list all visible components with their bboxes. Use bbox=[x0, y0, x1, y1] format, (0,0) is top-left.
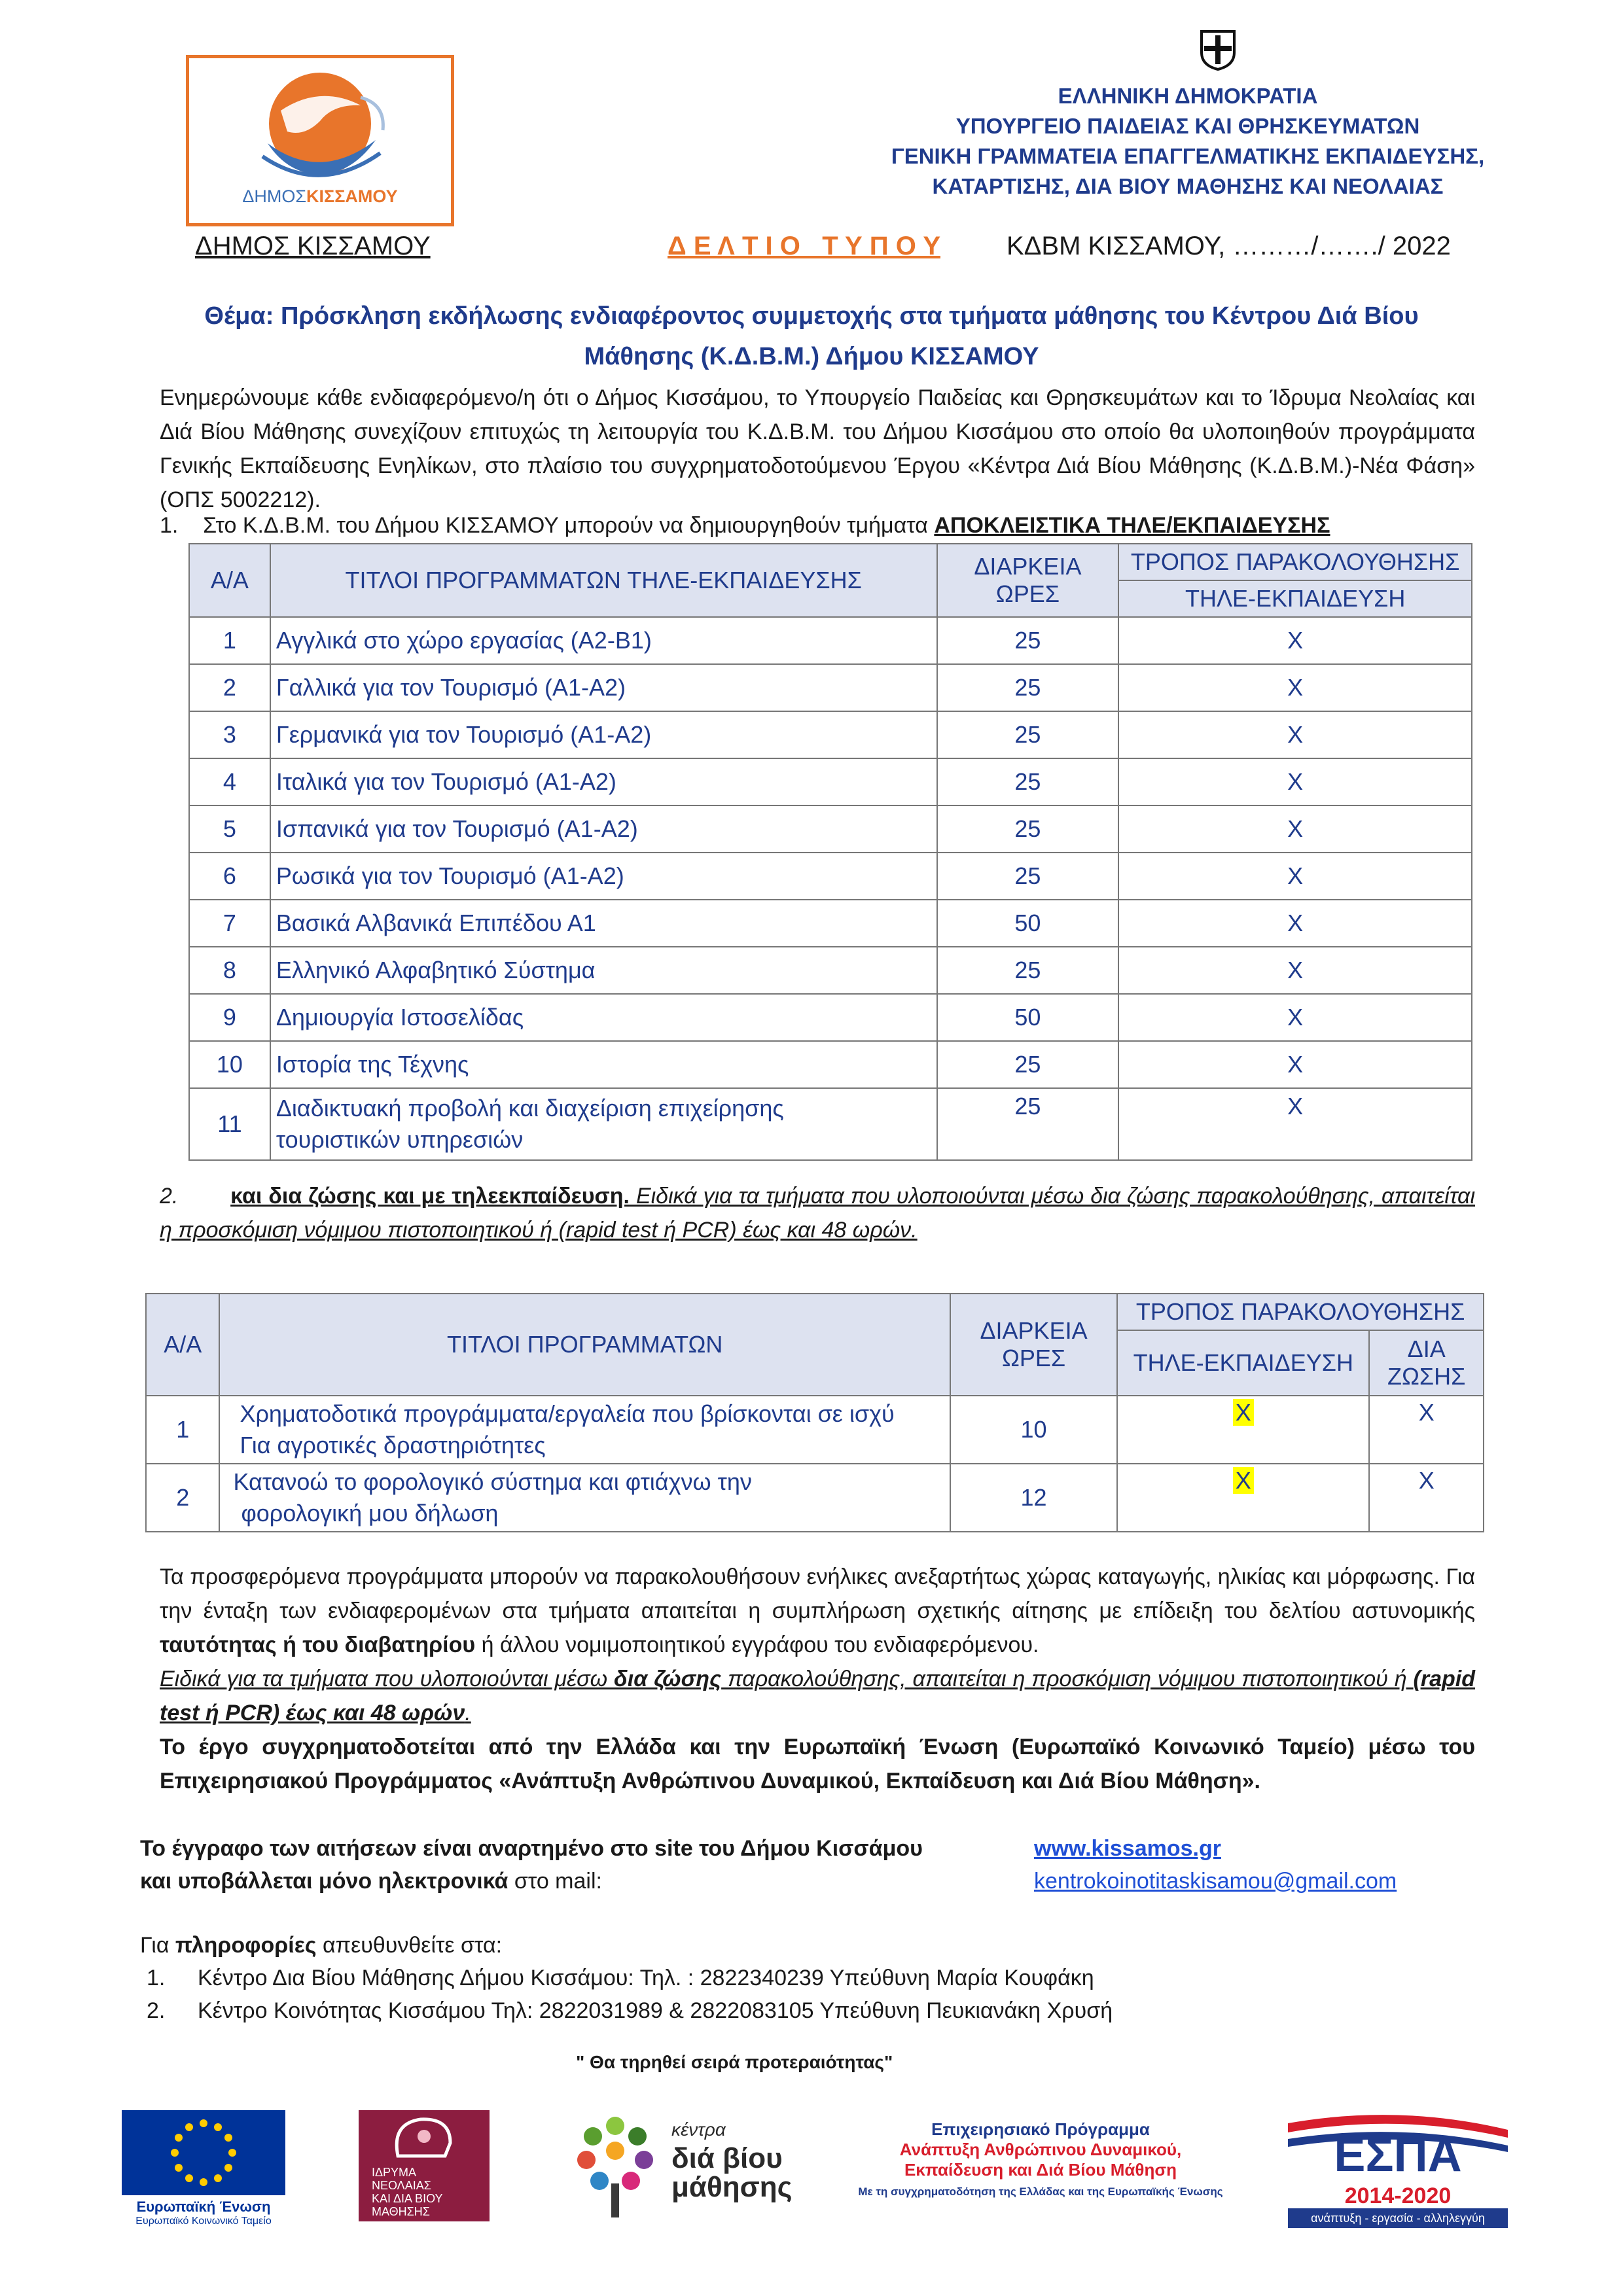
inedivim-line: ΜΑΘΗΣΗΣ bbox=[372, 2205, 430, 2218]
col-title: ΤΙΤΛΟΙ ΠΡΟΓΡΑΜΜΑΤΩΝ bbox=[219, 1294, 950, 1396]
logo-text-b: ΚΙΣΣΑΜΟΥ bbox=[306, 186, 398, 206]
applications-line-1: Το έγγραφο των αιτήσεων είναι αναρτημένο στο site του Δήμου Κισσάμου bbox=[140, 1836, 923, 1861]
press-release-title: Δ Ε Λ Τ Ι Ο Τ Υ Π Ο Υ bbox=[668, 232, 940, 260]
row-number: 5 bbox=[189, 805, 270, 853]
point-1-text: Στο Κ.Δ.Β.Μ. του Δήμου ΚΙΣΣΑΜΟΥ μπορούν να δημιουργηθούν τμήματα bbox=[203, 513, 935, 538]
row-title: Ιστορία της Τέχνης bbox=[270, 1041, 937, 1088]
col-mode-live-line-2: ΖΩΣΗΣ bbox=[1387, 1363, 1466, 1390]
row-hours: 50 bbox=[937, 994, 1119, 1041]
applications-info bbox=[140, 1832, 923, 1898]
point-1-number: 1. bbox=[160, 513, 179, 538]
intro-paragraph: Ενημερώνουμε κάθε ενδιαφερόμενο/η ότι ο Δήμος Κισσάμου, το Υπουργείο Παιδείας και Θρησκευμάτων και το Ίδρυμα Νεολαίας και Διά Βίου Μάθησης συνεχίζουν επιτυχώς τη λειτουργία του Κ.Δ.Β.Μ. του Δήμου Κισσάμου στο οποίο θα υλοποιηθούν προγράμματα Γενικής Εκπαίδευσης Ενηλίκων, στο πλαίσιο του συγχρηματοδοτούμενου Έργου «Κέντρα Διά Βίου Μάθησης (Κ.Δ.Β.Μ.)-Νέα Φάση» (ΟΠΣ 5002212). bbox=[160, 385, 1475, 512]
row-tele-mark: Χ bbox=[1118, 853, 1472, 900]
tele-education-table bbox=[188, 543, 1472, 1161]
point-1-emphasis: ΑΠΟΚΛΕΙΣΤΙΚΑ ΤΗΛΕ/ΕΚΠΑΙΔΕΥΣΗΣ bbox=[934, 513, 1330, 538]
eligibility-bold: ταυτότητας ή του διαβατηρίου bbox=[160, 1633, 476, 1657]
municipality-logo bbox=[186, 55, 454, 226]
row-hours: 25 bbox=[937, 758, 1119, 805]
row-title bbox=[219, 1396, 950, 1464]
row-live-mark: Χ bbox=[1369, 1464, 1484, 1532]
contact-links bbox=[1034, 1832, 1397, 1898]
table-row bbox=[189, 711, 1472, 758]
table-row bbox=[146, 1396, 1484, 1464]
funding-paragraph: Το έργο συγχρηματοδοτείται από την Ελλάδα και την Ευρωπαϊκή Ένωση (Ευρωπαϊκό Κοινωνικό Ταμείο) μέσω του Επιχειρησιακού Προγράμματος «Ανάπτυξη Ανθρώπινου Δυναμικού, Εκπαίδευση και Διά Βίου Μάθηση». bbox=[160, 1735, 1475, 1793]
ministry-header bbox=[825, 81, 1551, 202]
health-bold: δια ζώσης bbox=[614, 1667, 722, 1691]
mixed-mode-table bbox=[145, 1293, 1484, 1532]
row-hours: 25 bbox=[937, 947, 1119, 994]
col-aa: Α/Α bbox=[146, 1294, 219, 1396]
row-hours: 25 bbox=[937, 1041, 1119, 1088]
col-mode: ΤΡΟΠΟΣ ΠΑΡΑΚΟΛΟΥΘΗΣΗΣ bbox=[1118, 544, 1472, 580]
subject-line-2: Μάθησης (Κ.Δ.Β.Μ.) Δήμου ΚΙΣΣΑΜΟΥ bbox=[584, 343, 1039, 370]
info-item-number: 2. bbox=[147, 1998, 166, 2023]
point-2-bold: και δια ζώσης και με τηλεεκπαίδευση. bbox=[230, 1184, 630, 1209]
row-hours: 25 bbox=[937, 617, 1119, 664]
row-tele-mark: Χ bbox=[1118, 1088, 1472, 1160]
info-lead bbox=[140, 1929, 1113, 1962]
row-number: 9 bbox=[189, 994, 270, 1041]
row-title-line-2: Για αγροτικές δραστηριότητες bbox=[240, 1432, 546, 1458]
row-tele-mark: Χ bbox=[1118, 994, 1472, 1041]
operational-programme-logo bbox=[838, 2110, 1243, 2221]
logo-text bbox=[189, 186, 451, 207]
date-line: ΚΔΒΜ ΚΙΣΣΑΜΟΥ, ………/……./ 2022 bbox=[1007, 232, 1451, 260]
health-text-c: . bbox=[465, 1701, 471, 1725]
kdvm-text bbox=[671, 2115, 793, 2202]
inedivim-logo bbox=[359, 2110, 490, 2221]
row-number: 10 bbox=[189, 1041, 270, 1088]
point-2-italic: Ειδικά για τα τμήματα που υλοποιούνται μέσω δια ζώσης παρακολούθησης, απαιτείται η προσκόμιση νόμιμου πιστοποιητικού ή (rapid test ή PCR) έως και 48 ωρών. bbox=[160, 1184, 1475, 1243]
col-mode: ΤΡΟΠΟΣ ΠΑΡΑΚΟΛΟΥΘΗΣΗΣ bbox=[1117, 1294, 1484, 1330]
espa-title: ΕΣΠΑ bbox=[1334, 2129, 1462, 2181]
ministry-line: ΥΠΟΥΡΓΕΙΟ ΠΑΙΔΕΙΑΣ ΚΑΙ ΘΡΗΣΚΕΥΜΑΤΩΝ bbox=[955, 114, 1420, 138]
info-item-text: Κέντρο Κοινότητας Κισσάμου Τηλ: 2822031989 & 2822083105 Υπεύθυνη Πευκιανάκη Χρυσή bbox=[198, 1998, 1113, 2023]
row-title: Ισπανικά για τον Τουρισμό (Α1-Α2) bbox=[270, 805, 937, 853]
row-title: Ρωσικά για τον Τουρισμό (Α1-Α2) bbox=[270, 853, 937, 900]
row-tele-mark: Χ bbox=[1118, 617, 1472, 664]
row-tele-mark: Χ bbox=[1118, 1041, 1472, 1088]
eu-flag-icon bbox=[122, 2110, 285, 2195]
table-row bbox=[189, 664, 1472, 711]
eligibility-paragraph bbox=[160, 1560, 1475, 1662]
row-tele-mark bbox=[1117, 1464, 1369, 1532]
row-hours: 25 bbox=[937, 711, 1119, 758]
table-row bbox=[189, 758, 1472, 805]
col-mode-live-line-1: ΔΙΑ bbox=[1407, 1335, 1446, 1362]
info-lead-a: Για bbox=[140, 1933, 175, 1958]
row-hours: 25 bbox=[937, 853, 1119, 900]
health-text-b: παρακολούθησης, απαιτείται η προσκόμιση νόμιμου πιστοποιητικού ή bbox=[721, 1667, 1414, 1691]
col-duration-line-2: ΩΡΕΣ bbox=[1001, 1345, 1066, 1371]
table-row bbox=[189, 617, 1472, 664]
row-title: Δημιουργία Ιστοσελίδας bbox=[270, 994, 937, 1041]
info-item-text: Κέντρο Δια Βίου Μάθησης Δήμου Κισσάμου: Τηλ. : 2822340239 Υπεύθυνη Μαρία Κουφάκη bbox=[198, 1966, 1094, 1990]
eligibility-text: Τα προσφερόμενα προγράμματα μπορούν να παρακολουθήσουν ενήλικες ανεξαρτήτως χώρας καταγωγής, ηλικίας και μόρφωσης. Για την ένταξη των ενδιαφερομένων στα τμήματα απαιτείται η συμπλήρωση σχετικής αίτησης με επίδειξη του δελτίου αστυνομικής bbox=[160, 1564, 1475, 1623]
subject-line-1: Θέμα: Πρόσκληση εκδήλωσης ενδιαφέροντος συμμετοχής στα τμήματα μάθησης του Κέντρου Διά Βίου bbox=[204, 302, 1419, 330]
row-title-line-2: τουριστικών υπηρεσιών bbox=[276, 1126, 524, 1153]
espa-logo bbox=[1288, 2110, 1508, 2228]
row-hours: 25 bbox=[937, 664, 1119, 711]
row-title bbox=[219, 1464, 950, 1532]
row-number: 1 bbox=[189, 617, 270, 664]
row-title: Αγγλικά στο χώρο εργασίας (Α2-Β1) bbox=[270, 617, 937, 664]
row-tele-mark: Χ bbox=[1118, 805, 1472, 853]
espa-slogan: ανάπτυξη - εργασία - αλληλεγγύη bbox=[1288, 2208, 1508, 2228]
kdvm-line-1: κέντρα bbox=[671, 2119, 726, 2140]
eligibility-end: ή άλλου νομιμοποιητικού εγγράφου του ενδιαφερόμενου. bbox=[475, 1633, 1039, 1657]
eu-logo bbox=[122, 2110, 285, 2228]
row-number: 2 bbox=[189, 664, 270, 711]
row-title-line-1: Διαδικτυακή προβολή και διαχείριση επιχείρησης bbox=[276, 1095, 784, 1122]
row-hours: 25 bbox=[937, 805, 1119, 853]
logo-text-a: ΔΗΜΟΣ bbox=[242, 186, 307, 206]
health-text-a: Ειδικά για τα τμήματα που υλοποιούνται μέσω bbox=[160, 1667, 614, 1691]
col-duration bbox=[937, 544, 1119, 617]
applications-line-2-rest: στο mail: bbox=[508, 1869, 602, 1894]
row-number: 1 bbox=[146, 1396, 219, 1464]
priority-note: " Θα τηρηθεί σειρά προτεραιότητας" bbox=[576, 2052, 893, 2072]
table-header-row bbox=[189, 544, 1472, 580]
row-title-line-2: φορολογική μου δήλωση bbox=[241, 1500, 499, 1527]
info-item bbox=[140, 1962, 1113, 1994]
table-row bbox=[189, 994, 1472, 1041]
info-item bbox=[140, 1994, 1113, 2027]
info-section bbox=[140, 1929, 1113, 2027]
row-hours: 25 bbox=[937, 1088, 1119, 1160]
ep-line-2: Ανάπτυξη Ανθρώπινου Δυναμικού, bbox=[899, 2140, 1182, 2159]
point-1 bbox=[160, 513, 1330, 539]
subject-heading bbox=[157, 296, 1466, 377]
profile-head-icon bbox=[359, 2110, 490, 2163]
col-duration-line-1: ΔΙΑΡΚΕΙΑ bbox=[974, 553, 1082, 580]
inedivim-line: ΙΔΡΥΜΑ bbox=[372, 2166, 417, 2179]
row-tele-mark-text: Χ bbox=[1233, 1467, 1254, 1494]
row-tele-mark bbox=[1117, 1396, 1369, 1464]
eu-label: Ευρωπαϊκή Ένωση bbox=[136, 2199, 271, 2215]
row-number: 4 bbox=[189, 758, 270, 805]
health-certificate-paragraph bbox=[160, 1662, 1475, 1730]
website-link[interactable]: www.kissamos.gr bbox=[1034, 1836, 1221, 1861]
kdvm-line-2: διά βίου bbox=[671, 2142, 783, 2174]
row-tele-mark: Χ bbox=[1118, 758, 1472, 805]
table-row bbox=[189, 805, 1472, 853]
ep-line-3: Εκπαίδευση και Διά Βίου Μάθηση bbox=[904, 2160, 1177, 2180]
ministry-line: ΓΕΝΙΚΗ ΓΡΑΜΜΑΤΕΙΑ ΕΠΑΓΓΕΛΜΑΤΙΚΗΣ ΕΚΠΑΙΔΕΥΣΗΣ, bbox=[891, 144, 1485, 168]
table-row bbox=[189, 1041, 1472, 1088]
row-number: 3 bbox=[189, 711, 270, 758]
col-mode-tele: ΤΗΛΕ-ΕΚΠΑΙΔΕΥΣΗ bbox=[1118, 580, 1472, 617]
inedivim-line: ΝΕΟΛΑΙΑΣ bbox=[372, 2179, 431, 2192]
row-title: Ιταλικά για τον Τουρισμό (Α1-Α2) bbox=[270, 758, 937, 805]
table-row bbox=[189, 1088, 1472, 1160]
info-lead-bold: πληροφορίες bbox=[175, 1933, 317, 1958]
col-mode-live bbox=[1369, 1330, 1484, 1396]
table-row bbox=[189, 900, 1472, 947]
col-title: ΤΙΤΛΟΙ ΠΡΟΓΡΑΜΜΑΤΩΝ ΤΗΛΕ-ΕΚΠΑΙΔΕΥΣΗΣ bbox=[270, 544, 937, 617]
inedivim-line: ΚΑΙ ΔΙΑ ΒΙΟΥ bbox=[372, 2192, 443, 2205]
row-title: Βασικά Αλβανικά Επιπέδου Α1 bbox=[270, 900, 937, 947]
kdvm-line-3: μάθησης bbox=[671, 2171, 793, 2203]
eu-sublabel: Ευρωπαϊκό Κοινωνικό Ταμείο bbox=[135, 2216, 272, 2227]
row-title: Ελληνικό Αλφαβητικό Σύστημα bbox=[270, 947, 937, 994]
col-duration bbox=[950, 1294, 1117, 1396]
kdvm-logo bbox=[567, 2110, 802, 2228]
table-row bbox=[189, 853, 1472, 900]
row-title-line-1: Κατανοώ το φορολογικό σύστημα και φτιάχνω την bbox=[233, 1468, 752, 1495]
table-header-row bbox=[146, 1294, 1484, 1330]
col-aa: Α/Α bbox=[189, 544, 270, 617]
row-title: Γερμανικά για τον Τουρισμό (Α1-Α2) bbox=[270, 711, 937, 758]
applications-line-2-bold: και υποβάλλεται μόνο ηλεκτρονικά bbox=[140, 1869, 508, 1894]
col-mode-tele: ΤΗΛΕ-ΕΚΠΑΙΔΕΥΣΗ bbox=[1117, 1330, 1369, 1396]
row-title: Γαλλικά για τον Τουρισμό (Α1-Α2) bbox=[270, 664, 937, 711]
email-link[interactable]: kentrokoinotitaskisamou@gmail.com bbox=[1034, 1869, 1397, 1894]
row-number: 11 bbox=[189, 1088, 270, 1160]
row-tele-mark-text: Χ bbox=[1233, 1399, 1254, 1426]
info-lead-b: απευθυνθείτε στα: bbox=[316, 1933, 503, 1958]
row-hours: 10 bbox=[950, 1396, 1117, 1464]
ministry-line: ΚΑΤΑΡΤΙΣΗΣ, ΔΙΑ ΒΙΟΥ ΜΑΘΗΣΗΣ ΚΑΙ ΝΕΟΛΑΙΑΣ bbox=[932, 174, 1444, 198]
row-tele-mark: Χ bbox=[1118, 900, 1472, 947]
row-title bbox=[270, 1088, 937, 1160]
row-number: 6 bbox=[189, 853, 270, 900]
row-tele-mark: Χ bbox=[1118, 664, 1472, 711]
col-duration-line-1: ΔΙΑΡΚΕΙΑ bbox=[980, 1317, 1088, 1344]
point-2 bbox=[160, 1179, 1475, 1247]
ep-line-4: Με τη συγχρηματοδότηση της Ελλάδας και της Ευρωπαϊκής Ένωσης bbox=[858, 2185, 1223, 2198]
espa-years: 2014-2020 bbox=[1344, 2183, 1452, 2208]
tree-icon bbox=[567, 2110, 665, 2221]
point-2-number: 2. bbox=[160, 1184, 179, 1209]
col-duration-line-2: ΩΡΕΣ bbox=[995, 580, 1060, 607]
row-tele-mark: Χ bbox=[1118, 947, 1472, 994]
municipality-label: ΔΗΜΟΣ ΚΙΣΣΑΜΟΥ bbox=[195, 232, 431, 260]
row-live-mark: Χ bbox=[1369, 1396, 1484, 1464]
table-row bbox=[189, 947, 1472, 994]
inedivim-text bbox=[359, 2166, 490, 2218]
row-number: 8 bbox=[189, 947, 270, 994]
row-title-line-1: Χρηματοδοτικά προγράμματα/εργαλεία που βρίσκονται σε ισχύ bbox=[240, 1400, 895, 1427]
row-number: 2 bbox=[146, 1464, 219, 1532]
ministry-line: ΕΛΛΗΝΙΚΗ ΔΗΜΟΚΡΑΤΙΑ bbox=[1058, 84, 1318, 108]
info-item-number: 1. bbox=[147, 1966, 166, 1990]
row-hours: 50 bbox=[937, 900, 1119, 947]
row-number: 7 bbox=[189, 900, 270, 947]
health-bold-2: (rapid test ή PCR) έως και 48 ωρών bbox=[160, 1667, 1475, 1725]
ep-line-1: Επιχειρησιακό Πρόγραμμα bbox=[931, 2119, 1150, 2139]
greek-coat-of-arms-icon bbox=[1196, 29, 1240, 72]
table-row bbox=[146, 1464, 1484, 1532]
row-hours: 12 bbox=[950, 1464, 1117, 1532]
row-tele-mark: Χ bbox=[1118, 711, 1472, 758]
